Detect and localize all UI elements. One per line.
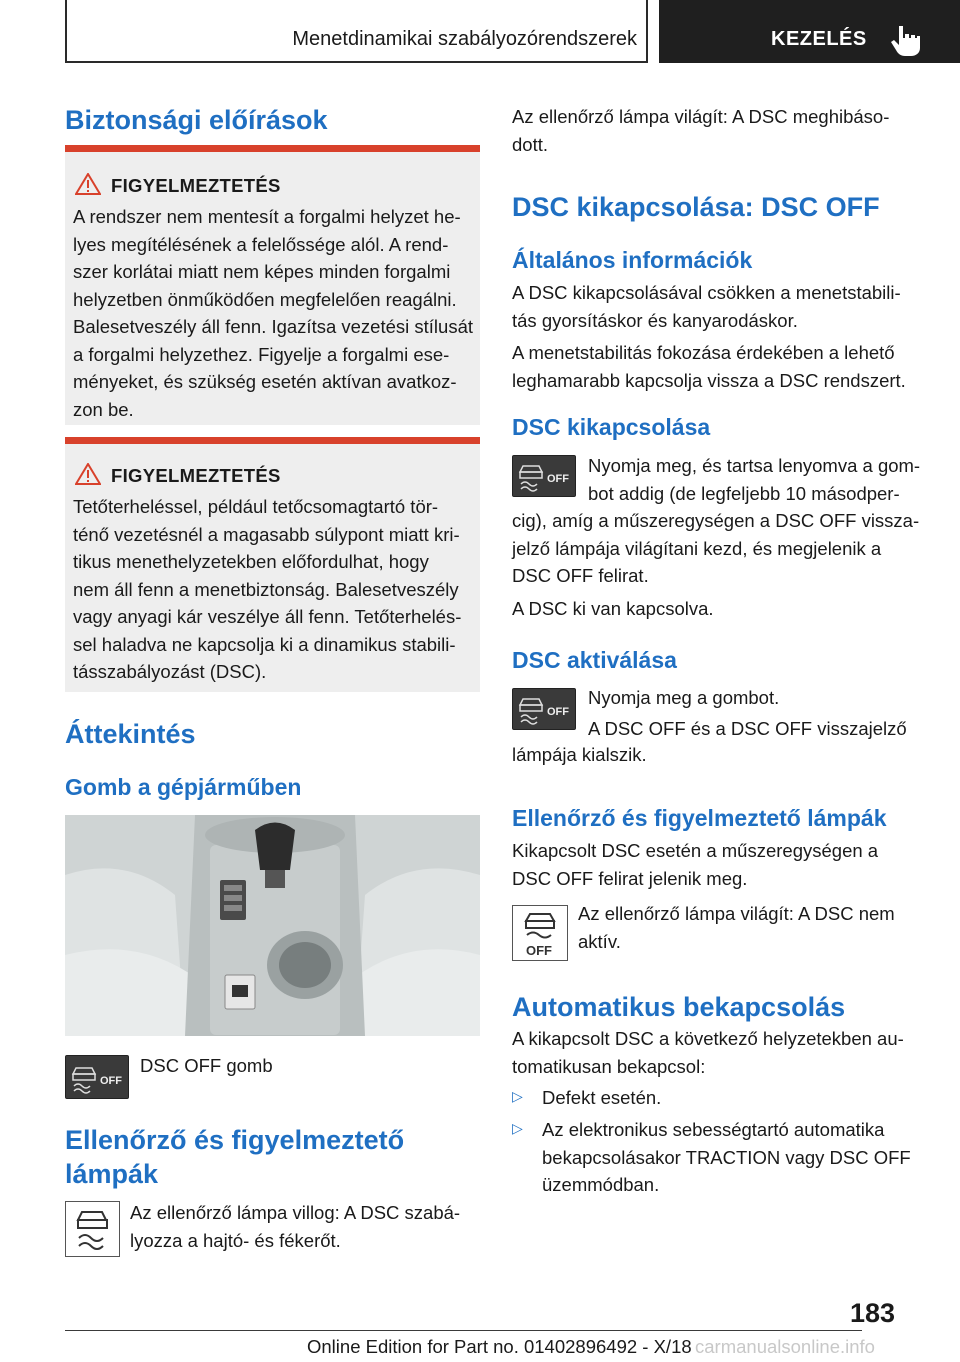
overview-title: Áttekintés — [65, 719, 196, 749]
general-info-title: Általános információk — [512, 247, 753, 273]
warning-text: Tetőterheléssel, például tetőcsomagtartó tör- ténő vezetésnél a magasabb súlypont miatt kri- tikus menethelyzetekben előfordulhat, hogy nem áll fenn a menetbiztonság. Balesetveszély vagy anyagi kár veszélye áll fenn. Tetőterhelés- sel haladva ne kapcsolja ki a dinamikus stabili- tásszabályozást (DSC). — [73, 496, 462, 682]
safety-title: Biztonsági előírások — [65, 105, 328, 135]
page-number: 183 — [850, 1298, 896, 1328]
auto-text: A kikapcsolt DSC a következő helyzetekben au- tomatikusan bekapcsol: — [512, 1028, 904, 1077]
svg-text:OFF: OFF — [100, 1075, 122, 1087]
center-console-photo — [65, 815, 480, 1036]
lamps-title-left: Ellenőrző és figyelmeztető lámpák — [65, 1125, 405, 1189]
lamp-icon-text: Az ellenőrző lámpa világít: A DSC nem aktív. — [578, 903, 895, 952]
warning-text: A rendszer nem mentesít a forgalmi helyzet he- lyes megítélésének a felelőssége alól. A rend- szer korlátai miatt nem képes minden forgalmi helyzetben önműködően megfelelően reagálni. Balesetveszély áll fenn. Igazítsa vezetési stílusát a forgalmi helyzethez. Figyelje a forgalmi ese- ményeket, és szükség esetén aktívan avatkoz- zon be. — [73, 206, 474, 420]
svg-text:OFF: OFF — [547, 706, 569, 718]
warning-box-1 — [65, 145, 480, 425]
warning-heading: FIGYELMEZTETÉS — [111, 175, 281, 196]
deactivate-title: DSC kikapcsolása — [512, 414, 711, 440]
deactivate-text-a: Nyomja meg, és tartsa lenyomva a gom- bot addig (de legfeljebb 10 másodper- — [588, 455, 921, 504]
warning-triangle-icon — [75, 173, 101, 195]
activate-text-a: Nyomja meg a gombot. A DSC OFF és a DSC OFF visszajelző — [588, 687, 907, 739]
button-caption: DSC OFF gomb — [140, 1055, 273, 1076]
svg-text:OFF: OFF — [547, 473, 569, 485]
lamps-text-left: Az ellenőrző lámpa villog: A DSC szabá- lyozza a hajtó- és fékerőt. — [130, 1202, 461, 1251]
warning-bar — [65, 145, 480, 152]
deactivate-text-b: cig), amíg a műszeregységen a DSC OFF vissza- jelző lámpája világítani kezd, és megjelenik a DSC OFF felirat. A DSC ki van kapcsolva. — [512, 510, 920, 619]
lamps-text-right: Kikapcsolt DSC esetén a műszeregységen a DSC OFF felirat jelenik meg. — [512, 840, 879, 889]
activate-title: DSC aktiválása — [512, 647, 677, 673]
dsc-off-icon — [512, 688, 576, 730]
dsc-fault-text: Az ellenőrző lámpa világít: A DSC meghibáso- dott. — [512, 106, 890, 155]
edition-text: Online Edition for Part no. 01402896492 - X/18 — [307, 1336, 692, 1357]
tab-label: KEZELÉS — [771, 28, 867, 50]
general-info-text: A DSC kikapcsolásával csökken a menetstabili- tás gyorsításkor és kanyarodáskor. A menetstabilitás fokozása érdekében a lehető leghamarabb kapcsolja vissza a DSC rendszert. — [512, 282, 906, 391]
warning-heading: FIGYELMEZTETÉS — [111, 465, 281, 486]
bullet-icon: ▷ — [512, 1120, 523, 1136]
dsc-off-title: DSC kikapcsolása: DSC OFF — [512, 192, 880, 222]
warning-triangle-icon — [75, 463, 101, 485]
watermark: carmanualsonline.info — [695, 1336, 875, 1357]
dsc-off-lamp-icon — [512, 905, 568, 961]
footer-rule — [65, 1330, 862, 1331]
dsc-off-icon — [512, 455, 576, 497]
svg-text:OFF: OFF — [526, 943, 552, 958]
dsc-lamp-icon — [65, 1201, 120, 1257]
button-title: Gomb a gépjárműben — [65, 774, 302, 800]
bullet-icon: ▷ — [512, 1088, 523, 1104]
hand-pointer-icon — [890, 24, 924, 56]
dsc-off-icon — [65, 1055, 129, 1099]
warning-bar — [65, 437, 480, 444]
lamps-title-right: Ellenőrző és figyelmeztető lámpák — [512, 805, 887, 831]
activate-text-b: lámpája kialszik. — [512, 744, 647, 765]
auto-title: Automatikus bekapcsolás — [512, 992, 846, 1022]
section-title: Menetdinamikai szabályozórendszerek — [292, 28, 637, 50]
warning-box-2 — [65, 437, 480, 692]
